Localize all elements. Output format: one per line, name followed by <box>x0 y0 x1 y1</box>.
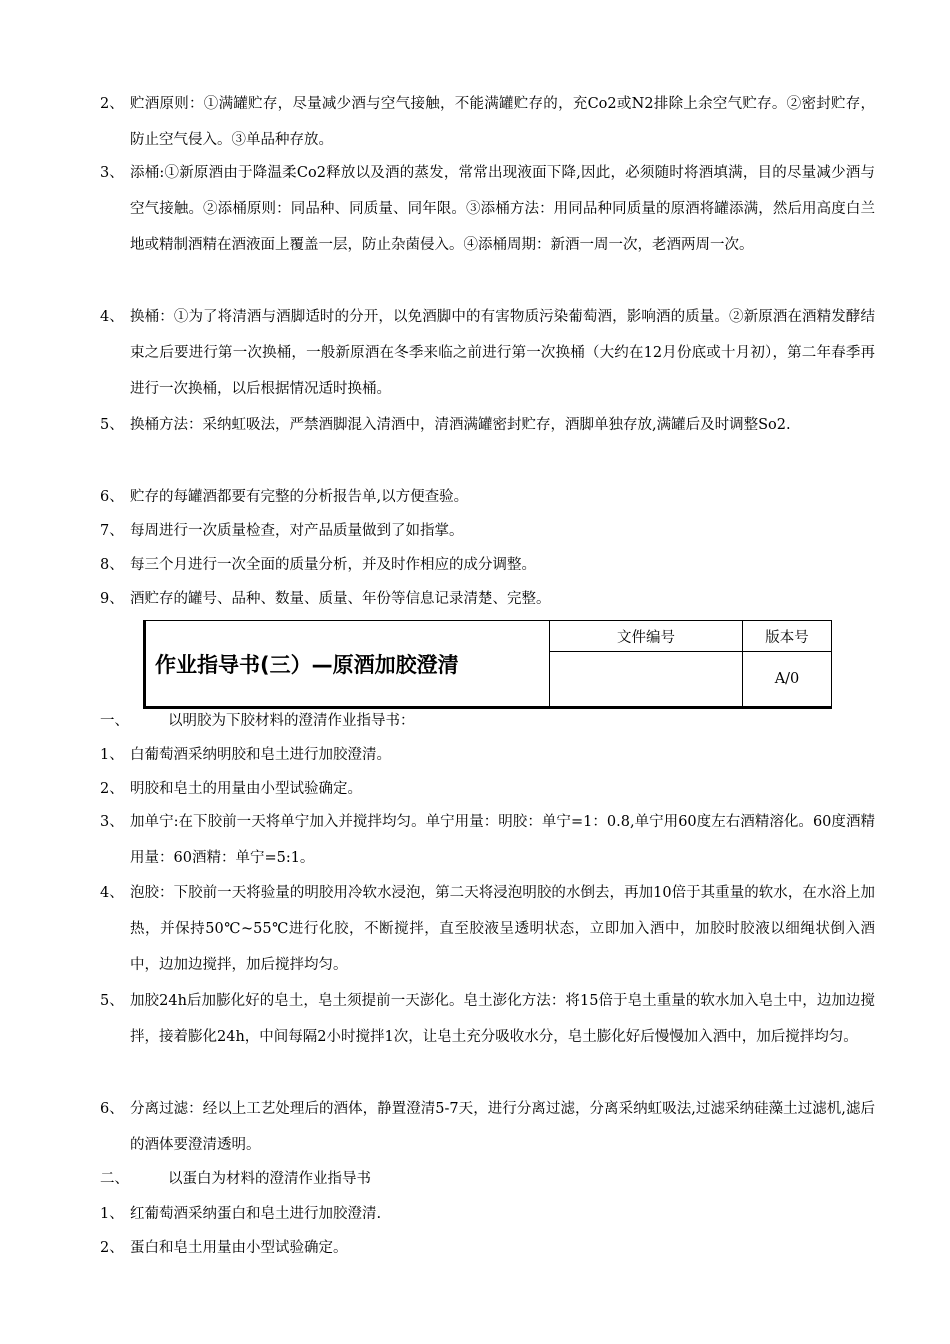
list-item <box>100 1196 875 1232</box>
item-number: 3、 <box>100 165 124 181</box>
item-text: 加单宁:在下胶前一天将单宁加入并搅拌均匀。单宁用量：明胶：单宁=1：0.8,单宁用60度左右酒精溶化。60度酒精用量：60酒精：单宁=5:1。 <box>130 814 875 866</box>
item-number: 2、 <box>100 1240 124 1256</box>
item-number: 9、 <box>100 591 124 607</box>
item-number: 4、 <box>100 309 124 325</box>
item-text: 换桶：①为了将清酒与酒脚适时的分开，以免酒脚中的有害物质污染葡萄酒，影响酒的质量。②新原酒在酒精发酵结束之后要进行第一次换桶，一般新原酒在冬季来临之前进行第一次换桶（大约在12月份底或十月初），第二年春季再进行一次换桶，以后根据情况适时换桶。 <box>130 309 875 397</box>
list-item <box>100 547 875 583</box>
list-item <box>100 1091 875 1163</box>
list-item <box>100 875 875 983</box>
item-number: 1、 <box>100 1206 124 1222</box>
item-text: 酒贮存的罐号、品种、数量、质量、年份等信息记录清楚、完整。 <box>130 591 551 607</box>
item-text: 白葡萄酒采纳明胶和皂土进行加胶澄清。 <box>130 747 391 763</box>
list-item <box>100 737 875 773</box>
item-number: 2、 <box>100 96 124 112</box>
list-item <box>100 479 875 515</box>
list-item <box>100 513 875 549</box>
file-number-label: 文件编号 <box>550 621 743 652</box>
item-text: 贮酒原则：①满罐贮存，尽量减少酒与空气接触，不能满罐贮存的，充Co2或N2排除上余空气贮存。②密封贮存，防止空气侵入。③单品种存放。 <box>130 96 875 148</box>
item-number: 8、 <box>100 557 124 573</box>
item-text: 红葡萄酒采纳蛋白和皂土进行加胶澄清. <box>130 1206 382 1222</box>
item-text: 贮存的每罐酒都要有完整的分析报告单,以方便查验。 <box>130 489 469 505</box>
section-number: 二、 <box>100 1171 129 1187</box>
item-text: 泡胶：下胶前一天将验量的明胶用冷软水浸泡，第二天将浸泡明胶的水倒去，再加10倍于其重量的软水，在水浴上加热，并保持50℃~55℃进行化胶，不断搅拌，直至胶液呈透明状态，立即加入酒中，加胶时胶液以细绳状倒入酒中，边加边搅拌，加后搅拌均匀。 <box>130 885 875 973</box>
list-item <box>100 983 875 1055</box>
list-item <box>100 804 875 876</box>
list-item <box>100 1230 875 1266</box>
doc-title: 作业指导书(三）—原酒加胶澄清 <box>145 621 550 708</box>
item-number: 5、 <box>100 417 124 433</box>
doc-header-table <box>143 620 832 709</box>
item-number: 3、 <box>100 814 124 830</box>
item-number: 2、 <box>100 781 124 797</box>
section-heading <box>100 1161 875 1197</box>
item-number: 7、 <box>100 523 124 539</box>
list-item <box>100 771 875 807</box>
item-number: 5、 <box>100 993 124 1009</box>
section-heading <box>100 703 875 739</box>
section-title: 以明胶为下胶材料的澄清作业指导书： <box>168 713 415 729</box>
version-value: A/0 <box>743 652 832 708</box>
item-text: 分离过滤：经以上工艺处理后的酒体，静置澄清5-7天，进行分离过滤，分离采纳虹吸法,过滤采纳硅藻土过滤机,滤后的酒体要澄清透明。 <box>130 1101 875 1153</box>
section-title: 以蛋白为材料的澄清作业指导书 <box>168 1171 371 1187</box>
item-number: 4、 <box>100 885 124 901</box>
item-text: 换桶方法：采纳虹吸法，严禁酒脚混入清酒中，清酒满罐密封贮存，酒脚单独存放,满罐后及时调整So2. <box>130 417 791 433</box>
item-text: 明胶和皂土的用量由小型试验确定。 <box>130 781 362 797</box>
list-item <box>100 407 875 443</box>
item-text: 每周进行一次质量检查，对产品质量做到了如指掌。 <box>130 523 464 539</box>
list-item <box>100 581 875 617</box>
item-number: 6、 <box>100 489 124 505</box>
list-item <box>100 86 875 158</box>
item-number: 6、 <box>100 1101 124 1117</box>
item-text: 加胶24h后加膨化好的皂土，皂土须提前一天澎化。皂土澎化方法：将15倍于皂土重量的软水加入皂土中，边加边搅拌，接着膨化24h，中间每隔2小时搅拌1次，让皂土充分吸收水分，皂土膨化好后慢慢加入酒中，加后搅拌均匀。 <box>130 993 875 1045</box>
item-number: 1、 <box>100 747 124 763</box>
file-number-value <box>550 652 743 708</box>
item-text: 蛋白和皂土用量由小型试验确定。 <box>130 1240 348 1256</box>
item-text: 添桶:①新原酒由于降温柔Co2释放以及酒的蒸发，常常出现液面下降,因此，必须随时将酒填满，目的尽量减少酒与空气接触。②添桶原则：同品种、同质量、同年限。③添桶方法：用同品种同质量的原酒将罐添满，然后用高度白兰地或精制酒精在酒液面上覆盖一层，防止杂菌侵入。④添桶周期：新酒一周一次，老酒两周一次。 <box>130 165 875 253</box>
list-item <box>100 155 875 263</box>
list-item <box>100 299 875 407</box>
version-label: 版本号 <box>743 621 832 652</box>
section-number: 一、 <box>100 713 129 729</box>
item-text: 每三个月进行一次全面的质量分析，并及时作相应的成分调整。 <box>130 557 536 573</box>
